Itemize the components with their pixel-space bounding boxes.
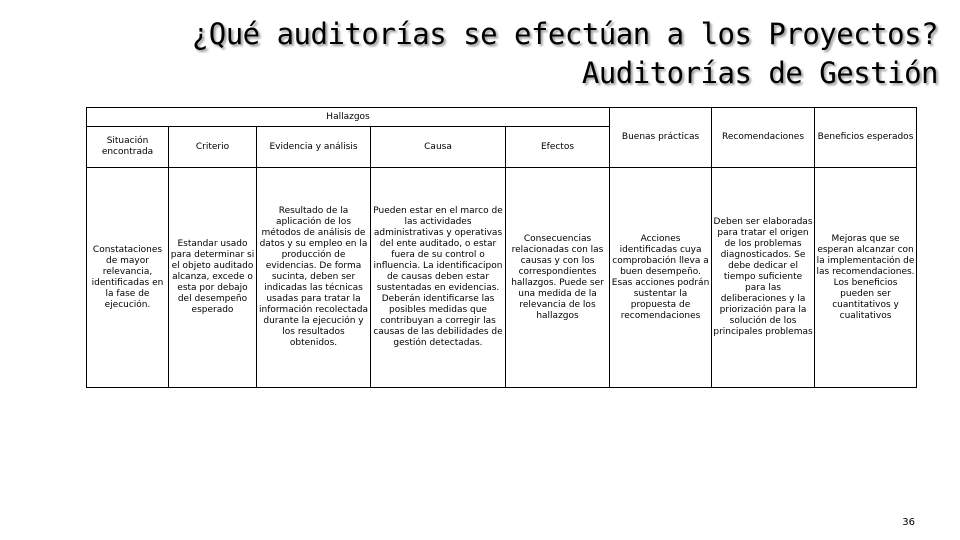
header-causa: Causa (371, 127, 506, 168)
header-buenas-practicas: Buenas prácticas (610, 108, 712, 168)
cell-evidencia: Resultado de la aplicación de los métodos de análisis de datos y su empleo en la producción de evidencias. De forma sucinta, deben ser indicadas las técnicas usadas para tratar la información recolectada durante la ejecución y los resultados obtenidos. (257, 168, 371, 388)
slide-title-line2: Auditorías de Gestión (581, 56, 938, 90)
slide-title-line1: ¿Qué auditorías se efectúan a los Proyectos? (191, 17, 938, 51)
cell-buenas-practicas: Acciones identificadas cuya comprobación lleva a buen desempeño. Esas acciones podrán sustentar la propuesta de recomendaciones (610, 168, 712, 388)
header-criterio: Criterio (169, 127, 257, 168)
cell-beneficios: Mejoras que se esperan alcanzar con la implementación de las recomendaciones. Los beneficios pueden ser cuantitativos y cualitativos (815, 168, 917, 388)
audit-findings-table (86, 107, 917, 388)
table-row (87, 168, 917, 388)
header-situacion: Situación encontrada (87, 127, 169, 168)
cell-criterio: Estandar usado para determinar si el objeto auditado alcanza, excede o esta por debajo del desempeño esperado (169, 168, 257, 388)
cell-recomendaciones: Deben ser elaboradas para tratar el origen de los problemas diagnosticados. Se debe dedicar el tiempo suficiente para las deliberaciones y la priorización para la solución de los principales problemas (712, 168, 815, 388)
cell-causa: Pueden estar en el marco de las actividades administrativas y operativas del ente auditado, o estar fuera de su control o influencia. La identificacipon de causas deben estar sustentadas en evidencias. Deberán identificarse las posibles medidas que contribuyan a corregir las causas de las debilidades de gestión detectadas. (371, 168, 506, 388)
cell-efectos: Consecuencias relacionadas con las causas y con los correspondientes hallazgos. Puede ser una medida de la relevancia de los hallazgos (506, 168, 610, 388)
findings-group-header: Hallazgos (87, 108, 610, 127)
header-efectos: Efectos (506, 127, 610, 168)
header-beneficios: Beneficios esperados (815, 108, 917, 168)
header-recomendaciones: Recomendaciones (712, 108, 815, 168)
table-header-group-row (87, 108, 917, 127)
page-number: 36 (902, 517, 915, 528)
header-evidencia: Evidencia y análisis (257, 127, 371, 168)
cell-situacion: Constataciones de mayor relevancia, identificadas en la fase de ejecución. (87, 168, 169, 388)
